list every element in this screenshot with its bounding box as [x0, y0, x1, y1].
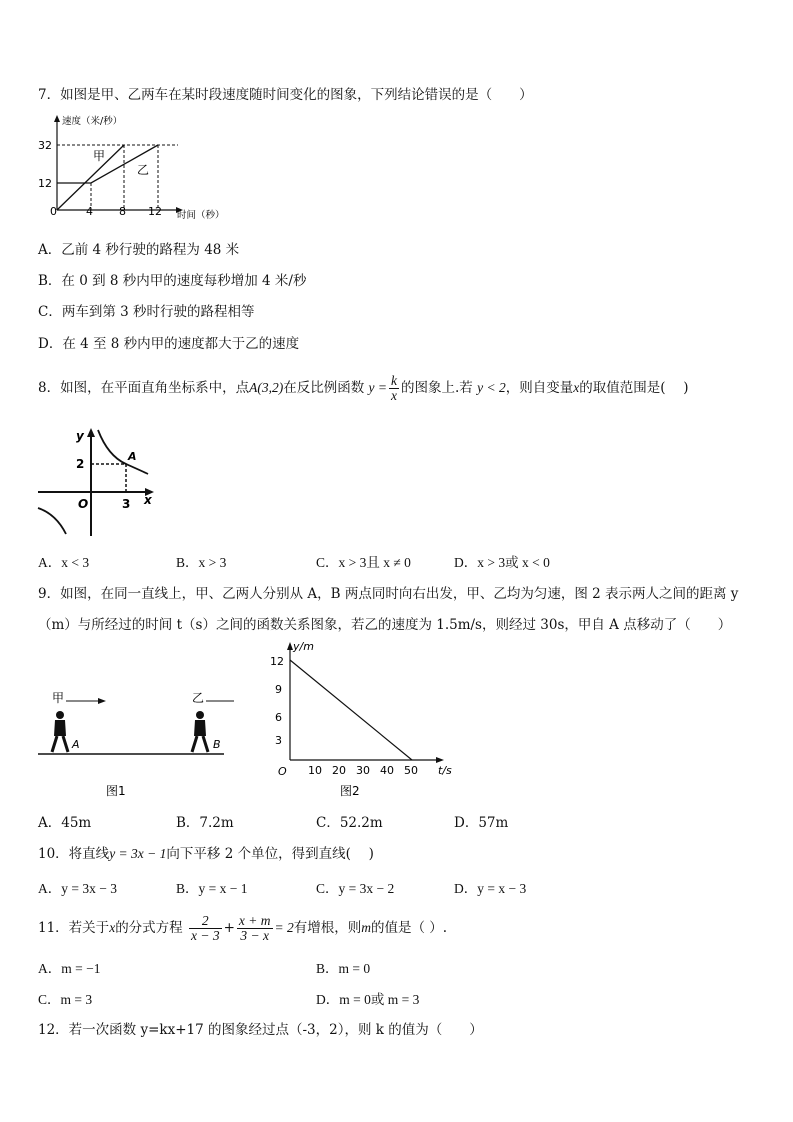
q10-stem-suffix: 向下平移 2 个单位，得到直线( )	[166, 846, 374, 862]
q12-stem: 12．若一次函数 y=kx+17 的图象经过点（-3，2），则 k 的值为（ ）	[38, 1022, 483, 1038]
q7-xtick-12: 12	[148, 205, 162, 218]
q8-origin: O	[78, 497, 89, 511]
q11-plus: +	[223, 920, 235, 936]
q8-option-a: A．x < 3	[38, 555, 90, 570]
q10-option-a: A．y = 3x − 3	[38, 881, 117, 896]
q9-fig2-xtick-30: 30	[356, 764, 370, 777]
q10-stem-prefix: 10．将直线	[38, 846, 110, 862]
q10-option-d: D．y = x − 3	[454, 881, 527, 896]
q11-var2: m	[361, 920, 372, 935]
q9-fig2-y-label: y/m	[293, 640, 314, 653]
q8-stem	[38, 370, 689, 406]
q9-fig2-x-arrow	[436, 757, 444, 763]
q7-graph	[30, 112, 240, 224]
q7-y-label: 速度（米/秒）	[62, 116, 123, 127]
q7-ytick-12: 12	[38, 177, 52, 190]
q8-condition: y < 2	[477, 380, 506, 395]
q8-frac-den: x	[391, 388, 397, 403]
q9-fig1-arrowhead-jia	[98, 698, 106, 704]
q8-option-d: D．x > 3或 x < 0	[454, 555, 550, 570]
q11-f1-num: 2	[189, 914, 222, 929]
q8-option-c: C．x > 3且 x ≠ 0	[316, 555, 411, 570]
q8-curve-q1	[98, 430, 148, 474]
q9-fig1	[34, 684, 234, 804]
q7-ytick-32: 32	[38, 139, 52, 152]
q8-tick-y: 2	[76, 457, 85, 471]
q9-fig1-caption: 图1	[106, 784, 126, 798]
q9-fig2-origin: O	[278, 765, 287, 778]
q8-point: A(3,2)	[249, 380, 284, 395]
q9-stem-line2: （m）与所经过的时间 t（s）之间的函数关系图象，若乙的速度为 1.5m/s，则经过 30s，甲自 A 点移动了（ ）	[38, 617, 732, 633]
q11-stem-suffix: 的值是（ ）.	[371, 920, 448, 936]
q11-stem-mid2: 有增根，则	[293, 920, 362, 936]
q11-option-b: B．m = 0	[316, 961, 371, 976]
q11-stem-mid: 的分式方程	[115, 920, 183, 936]
q9-stem-line1: 9．如图，在同一直线上，甲、乙两人分别从 A，B 两点同时向右出发，甲、乙均为匀速，图 2 表示两人之间的距离 y	[38, 586, 739, 602]
q9-option-a: A．45m	[38, 815, 92, 831]
q9-fig1-label-yi: 乙	[192, 691, 205, 705]
q11-f1-den: x − 3	[190, 928, 220, 943]
q11-option-d: D．m = 0或 m = 3	[316, 992, 420, 1007]
q9-fig2-ytick-3: 3	[275, 734, 282, 747]
q11-stem	[38, 910, 447, 946]
q9-fig1-label-jia: 甲	[52, 691, 65, 705]
q7-label-jia: 甲	[93, 149, 106, 163]
q9-fig2-caption: 图2	[340, 784, 360, 798]
q7-y-arrow	[54, 115, 60, 122]
q8-point-label: A	[128, 450, 137, 463]
q7-stem: 7．如图是甲、乙两车在某时段速度随时间变化的图象，下列结论错误的是（ ）	[38, 87, 533, 103]
q11-fraction-1	[189, 914, 222, 943]
q7-option-a: A．乙前 4 秒行驶的路程为 48 米	[38, 242, 240, 258]
q8-func-lhs: y =	[368, 380, 387, 395]
q9-fig1-point-a: A	[72, 738, 80, 751]
q10-line: y = 3x − 1	[109, 846, 167, 861]
q8-stem-mid2: 的图象上.若	[401, 380, 473, 396]
q8-x-label: x	[144, 493, 152, 507]
q8-graph	[36, 424, 166, 540]
q8-y-label: y	[76, 429, 84, 443]
q9-fig1-point-b: B	[213, 738, 221, 751]
q8-curve-q3	[38, 508, 66, 534]
q9-fig1-walker-a	[52, 711, 68, 752]
q10-option-c: C．y = 3x − 2	[316, 881, 395, 896]
q11-var: x	[109, 920, 116, 935]
q9-fig2-x-label: t/s	[438, 764, 452, 777]
q9-fig2-ytick-12: 12	[270, 655, 284, 668]
q11-f2-num: x + m	[238, 912, 271, 928]
q9-option-c: C．52.2m	[316, 815, 383, 831]
q8-stem-mid1: 在反比例函数	[283, 380, 365, 396]
q11-fraction-2	[237, 914, 273, 943]
q8-var: x	[573, 380, 580, 395]
q10-stem	[38, 842, 374, 862]
q7-option-b: B．在 0 到 8 秒内甲的速度每秒增加 4 米/秒	[38, 273, 307, 289]
q11-option-a: A．m = −1	[38, 961, 101, 976]
q9-fig1-walker-b	[192, 711, 208, 752]
q11-f2-den: 3 − x	[240, 928, 270, 943]
q8-stem-prefix: 8．如图，在平面直角坐标系中，点	[38, 380, 250, 396]
q7-xtick-8: 8	[119, 205, 126, 218]
q9-fig2-xtick-10: 10	[308, 764, 322, 777]
q8-tick-x: 3	[122, 497, 131, 511]
q7-xtick-4: 4	[86, 205, 93, 218]
q7-xtick-0: 0	[50, 205, 57, 218]
q9-fig2-ytick-6: 6	[275, 711, 282, 724]
q8-y-arrow	[87, 428, 95, 437]
q9-fig2-xtick-40: 40	[380, 764, 394, 777]
q8-frac-num: k	[391, 372, 397, 388]
q9-fig2-ytick-9: 9	[275, 683, 282, 696]
q8-stem-suffix: 的取值范围是( )	[579, 380, 689, 396]
q9-fig2	[262, 638, 462, 804]
q10-option-b: B．y = x − 1	[176, 881, 248, 896]
q9-option-d: D．57m	[454, 815, 509, 831]
q7-label-yi: 乙	[137, 163, 150, 177]
q9-fig2-xtick-20: 20	[332, 764, 346, 777]
q8-stem-mid3: ，则自变量	[505, 380, 574, 396]
q7-option-d: D．在 4 至 8 秒内甲的速度都大于乙的速度	[38, 336, 300, 352]
q8-option-b: B．x > 3	[176, 555, 227, 570]
q9-option-b: B．7.2m	[176, 815, 234, 831]
q9-fig2-xtick-50: 50	[404, 764, 418, 777]
q7-x-label: 时间（秒）	[177, 210, 225, 221]
q11-rhs: = 2	[274, 920, 294, 935]
q11-stem-prefix: 11．若关于	[38, 920, 110, 936]
q7-option-c: C．两车到第 3 秒时行驶的路程相等	[38, 304, 255, 320]
q11-option-c: C．m = 3	[38, 992, 93, 1007]
q8-fraction	[389, 374, 399, 403]
q9-fig2-line	[290, 660, 412, 760]
